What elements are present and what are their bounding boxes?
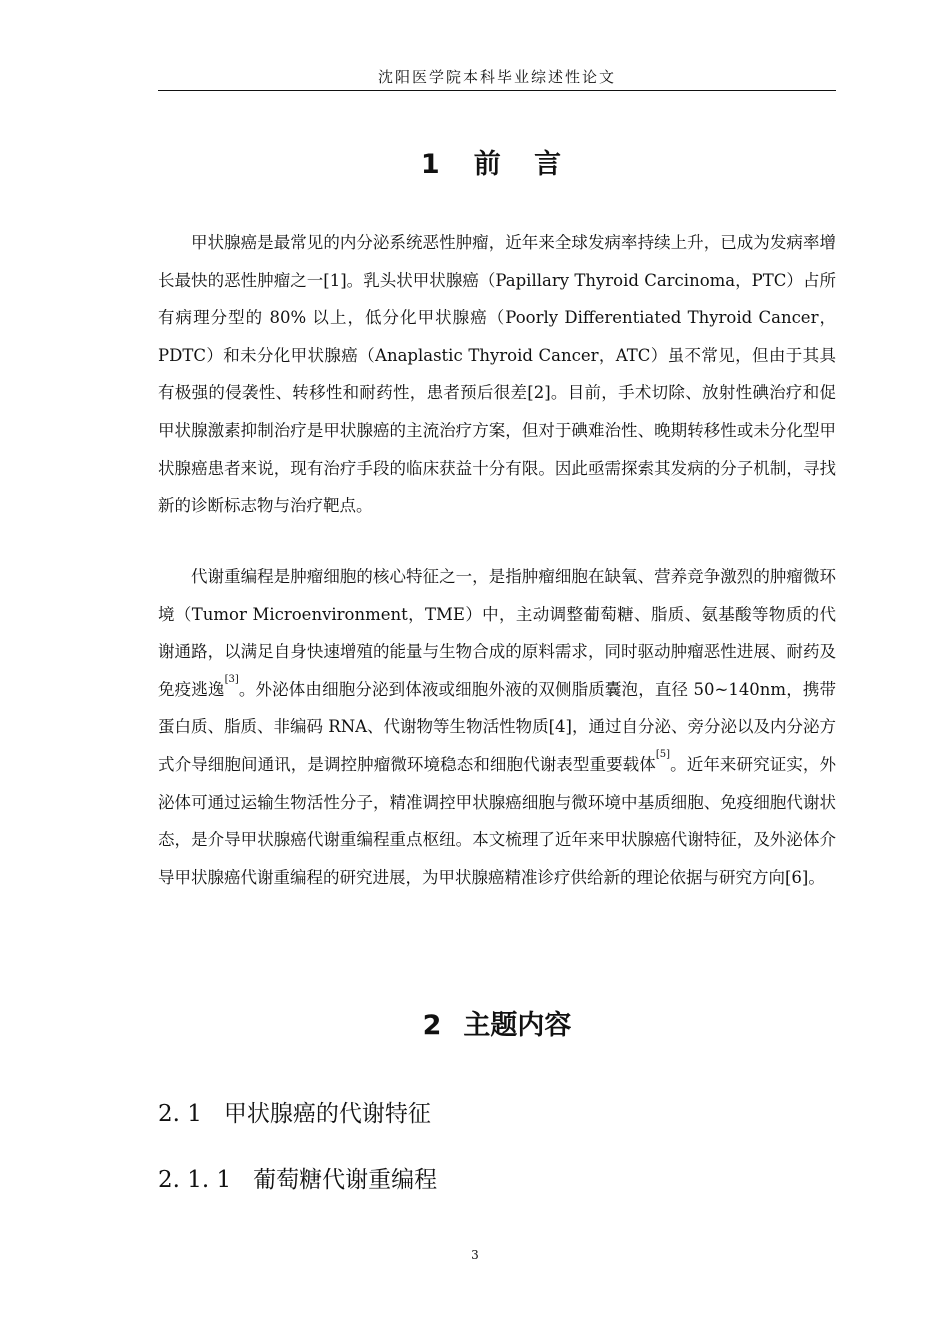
citation-superscript: [3] <box>224 673 239 685</box>
paragraph-text: 甲状腺癌是最常见的内分泌系统恶性肿瘤，近年来全球发病率持续上升，已成为发病率增长最快的恶性肿瘤之一[1]。乳头状甲状腺癌（Papillary Thyroid Carcinoma，PTC）占所有病理分型的 80% 以上，低分化甲状腺癌（Poorly Differentiated Thyroid Cancer，PDTC）和未分化甲状腺癌（Anaplastic Thyroid Cancer，ATC）虽不常见，但由于其具有极强的侵袭性、转移性和耐药性，患者预后很差[2]。目前，手术切除、放射性碘治疗和促甲状腺激素抑制治疗是甲状腺癌的主流治疗方案，但对于碘难治性、晚期转移性或未分化型甲状腺癌患者来说，现有治疗手段的临床获益十分有限。因此亟需探索其发病的分子机制，寻找新的诊断标志物与治疗靶点。 <box>158 233 836 516</box>
paragraph-segment: 代谢重编程是肿瘤细胞的核心特征之一，是指肿瘤细胞在缺氧、营养竞争激烈的肿瘤微环境（Tumor Microenvironment，TME）中，主动调整葡萄糖、脂质、氨基酸等物质的代谢通路，以满足自身快速增殖的能量与生物合成的原料需求，同时驱动肿瘤恶性进展、耐药及免疫逃逸 <box>158 567 836 699</box>
paragraph-segment: 。近年来研究证实，外泌体可通过运输生物活性分子，精准调控甲状腺癌细胞与微环境中基质细胞、免疫细胞代谢状态，是介导甲状腺癌代谢重编程重点枢纽。本文梳理了近年来甲状腺癌代谢特征，及外泌体介导甲状腺癌代谢重编程的研究进展，为甲状腺癌精准诊疗供给新的理论依据与研究方向[6]。 <box>158 754 837 887</box>
running-header: 沈阳医学院本科毕业综述性论文 <box>377 68 616 86</box>
section-number: 2 <box>422 1010 442 1041</box>
subsection-heading-2-1-1 <box>158 1164 437 1196</box>
subsection-title: 葡萄糖代谢重编程 <box>253 1167 438 1193</box>
paragraph-segment: 。外泌体由细胞分泌到体液或细胞外液的双侧脂质囊泡，直径 50~140nm，携带蛋白质、脂质、非编码 RNA、代谢物等生物活性物质[4]，通过自分泌、旁分泌以及内分泌方式介导细胞间通讯，是调控肿瘤微环境稳态和细胞代谢表型重要载体 <box>158 679 836 774</box>
citation-superscript: [5] <box>655 748 671 760</box>
paragraph-intro-2 <box>158 558 836 896</box>
section-title-text: 主题内容 <box>463 1010 572 1041</box>
paragraph-intro-1 <box>158 224 836 525</box>
section-title-text: 前 言 <box>473 149 574 180</box>
subsection-number: 2. 1. 1 <box>158 1167 232 1193</box>
section-heading-introduction <box>158 147 836 183</box>
page-number: 3 <box>471 1248 479 1262</box>
section-number: 1 <box>420 149 452 180</box>
subsection-number: 2. 1 <box>158 1101 202 1127</box>
section-heading-main-content <box>158 1008 836 1044</box>
paragraph-text <box>158 558 836 896</box>
subsection-title: 甲状腺癌的代谢特征 <box>223 1101 431 1127</box>
subsection-heading-2-1 <box>158 1098 431 1130</box>
header-rule <box>158 90 836 91</box>
